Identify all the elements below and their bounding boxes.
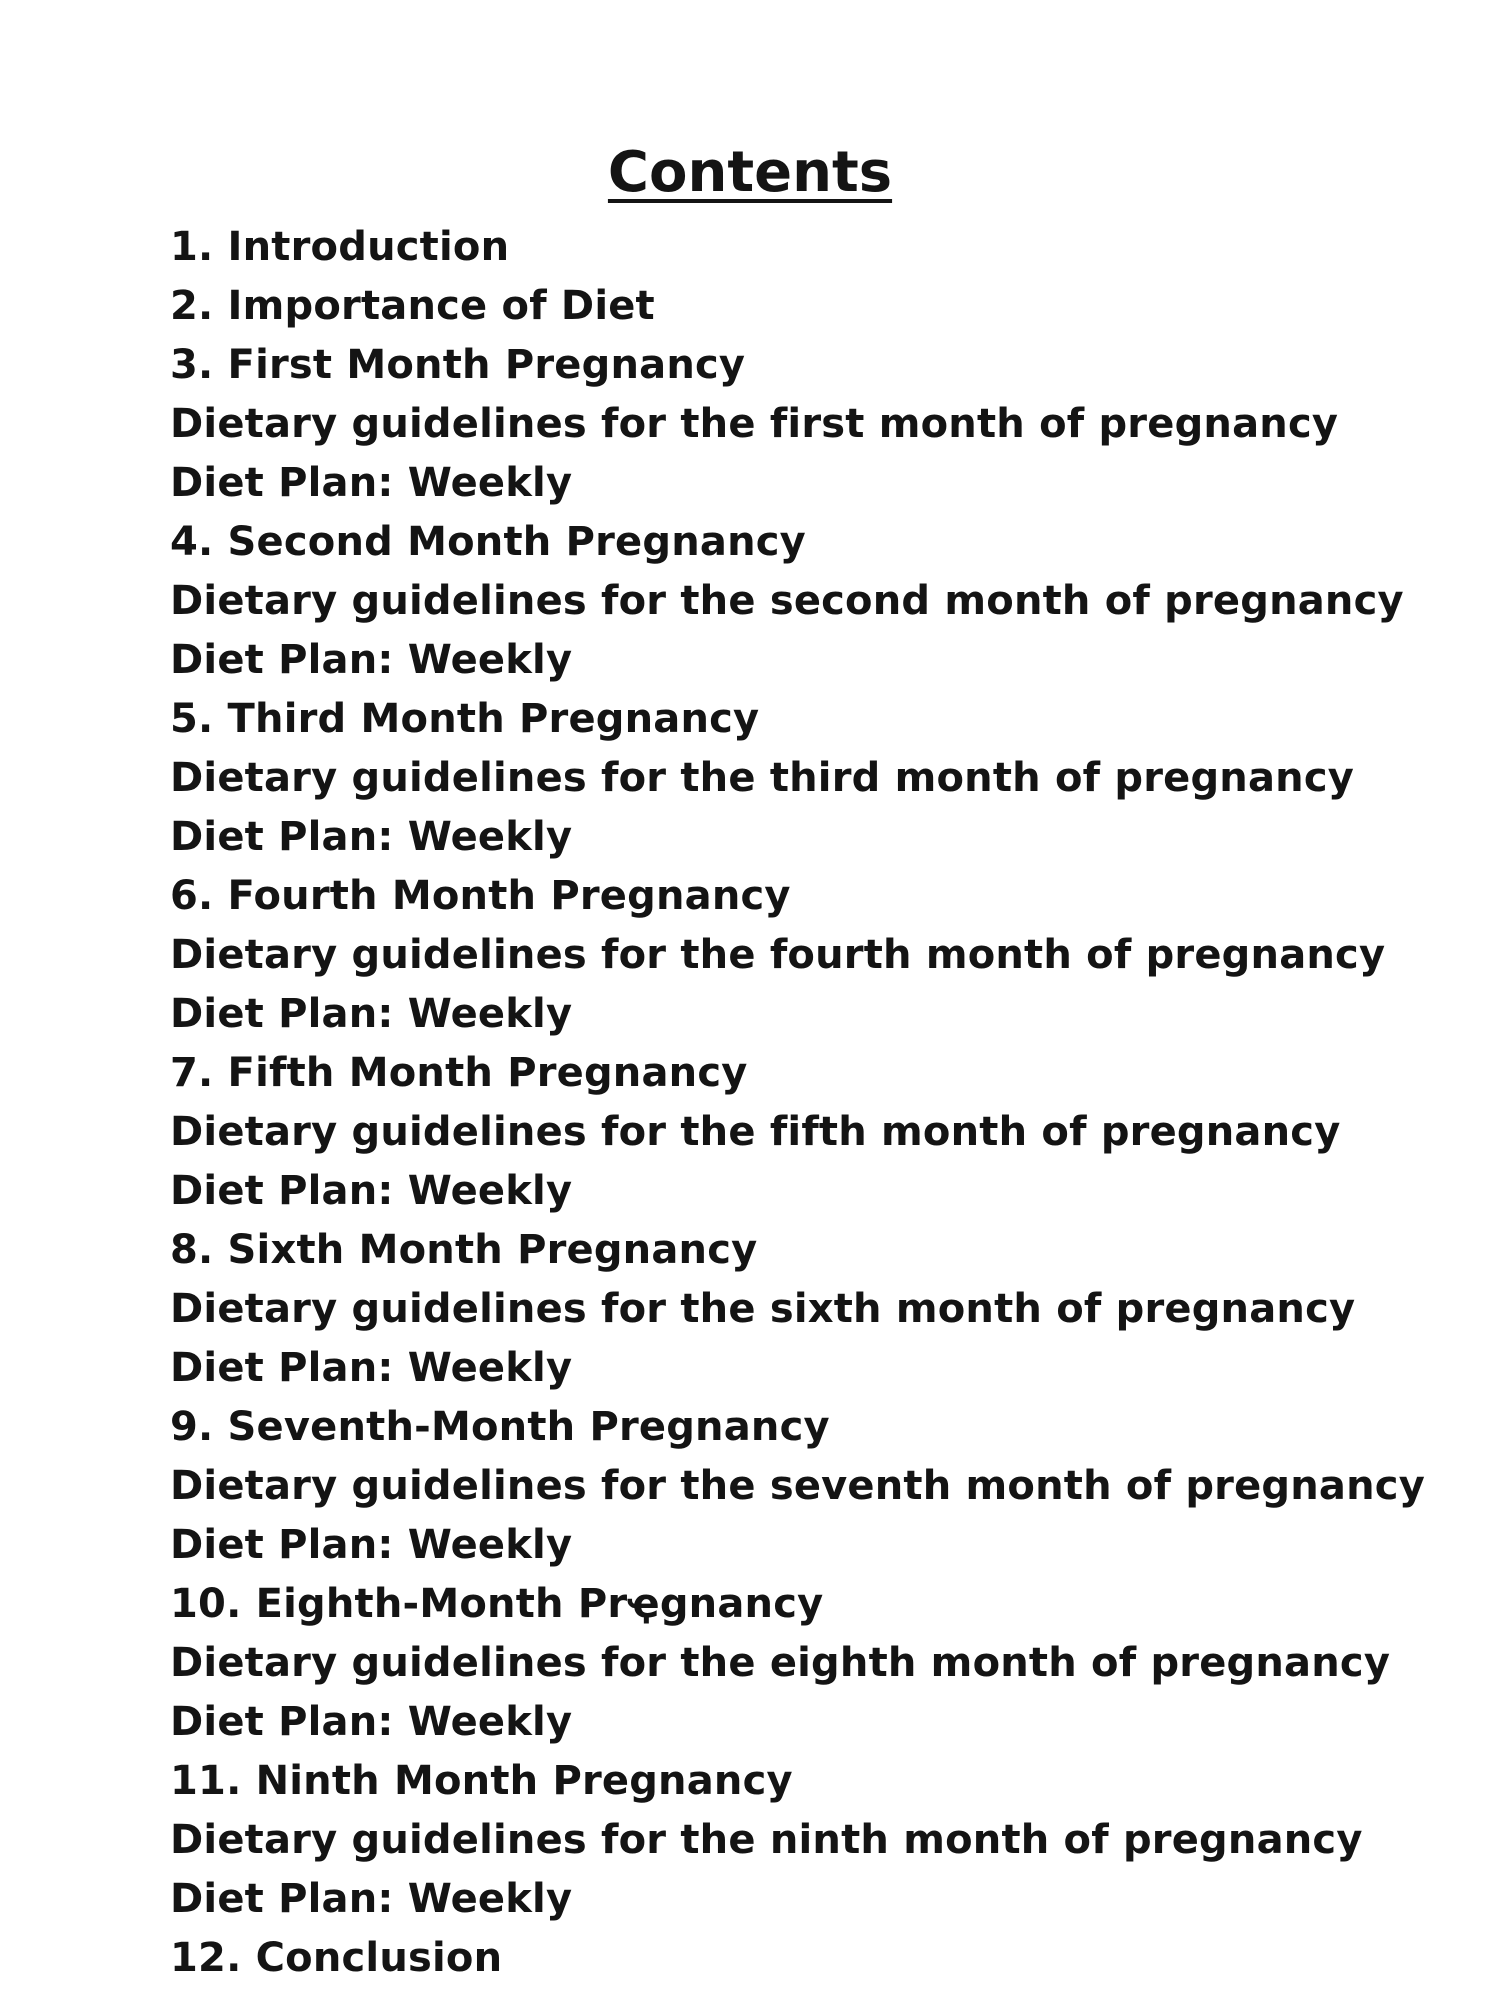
page-title: Contents [607, 140, 893, 205]
toc-entry: Diet Plan: Weekly [170, 1522, 573, 1568]
toc-entry: Diet Plan: Weekly [170, 991, 573, 1037]
toc-entry: Dietary guidelines for the fifth month of pregnancy [170, 1109, 1341, 1155]
toc-entry: Dietary guidelines for the eighth month of pregnancy [170, 1640, 1391, 1686]
toc-entry: Diet Plan: Weekly [170, 1699, 573, 1745]
toc-entry: Dietary guidelines for the sixth month of pregnancy [170, 1286, 1356, 1332]
toc-entry: Diet Plan: Weekly [170, 1345, 573, 1391]
toc-entry: 8. Sixth Month Pregnancy [170, 1227, 758, 1273]
toc-entry: 12. Conclusion [170, 1935, 503, 1981]
toc-entry: Dietary guidelines for the ninth month of pregnancy [170, 1817, 1363, 1863]
toc-entry: 5. Third Month Pregnancy [170, 696, 760, 742]
toc-entry: 7. Fifth Month Pregnancy [170, 1050, 748, 1096]
toc-entry: Dietary guidelines for the third month of pregnancy [170, 755, 1355, 801]
toc-entry: Diet Plan: Weekly [170, 460, 573, 506]
toc-entry: Diet Plan: Weekly [170, 814, 573, 860]
toc-entry: 2. Importance of Diet [170, 283, 655, 329]
toc-entry: 3. First Month Pregnancy [170, 342, 746, 388]
toc-entry: 11. Ninth Month Pregnancy [170, 1758, 793, 1804]
toc-entry: 6. Fourth Month Pregnancy [170, 873, 791, 919]
toc-entry: 9. Seventh-Month Pregnancy [170, 1404, 830, 1450]
toc-entry: Diet Plan: Weekly [170, 1876, 573, 1922]
toc-entry: 1. Introduction [170, 224, 510, 270]
toc-entry: Diet Plan: Weekly [170, 1168, 573, 1214]
toc-entry: 10. Eighth-Month Prҿgnancy [170, 1581, 824, 1627]
toc-entry: Dietary guidelines for the fourth month of pregnancy [170, 932, 1386, 978]
table-of-contents [170, 218, 1470, 1988]
toc-entry: Dietary guidelines for the first month of pregnancy [170, 401, 1339, 447]
toc-entry: Diet Plan: Weekly [170, 637, 573, 683]
toc-entry: Dietary guidelines for the second month of pregnancy [170, 578, 1404, 624]
toc-entry: Dietary guidelines for the seventh month of pregnancy [170, 1463, 1425, 1509]
toc-entry: 4. Second Month Pregnancy [170, 519, 806, 565]
